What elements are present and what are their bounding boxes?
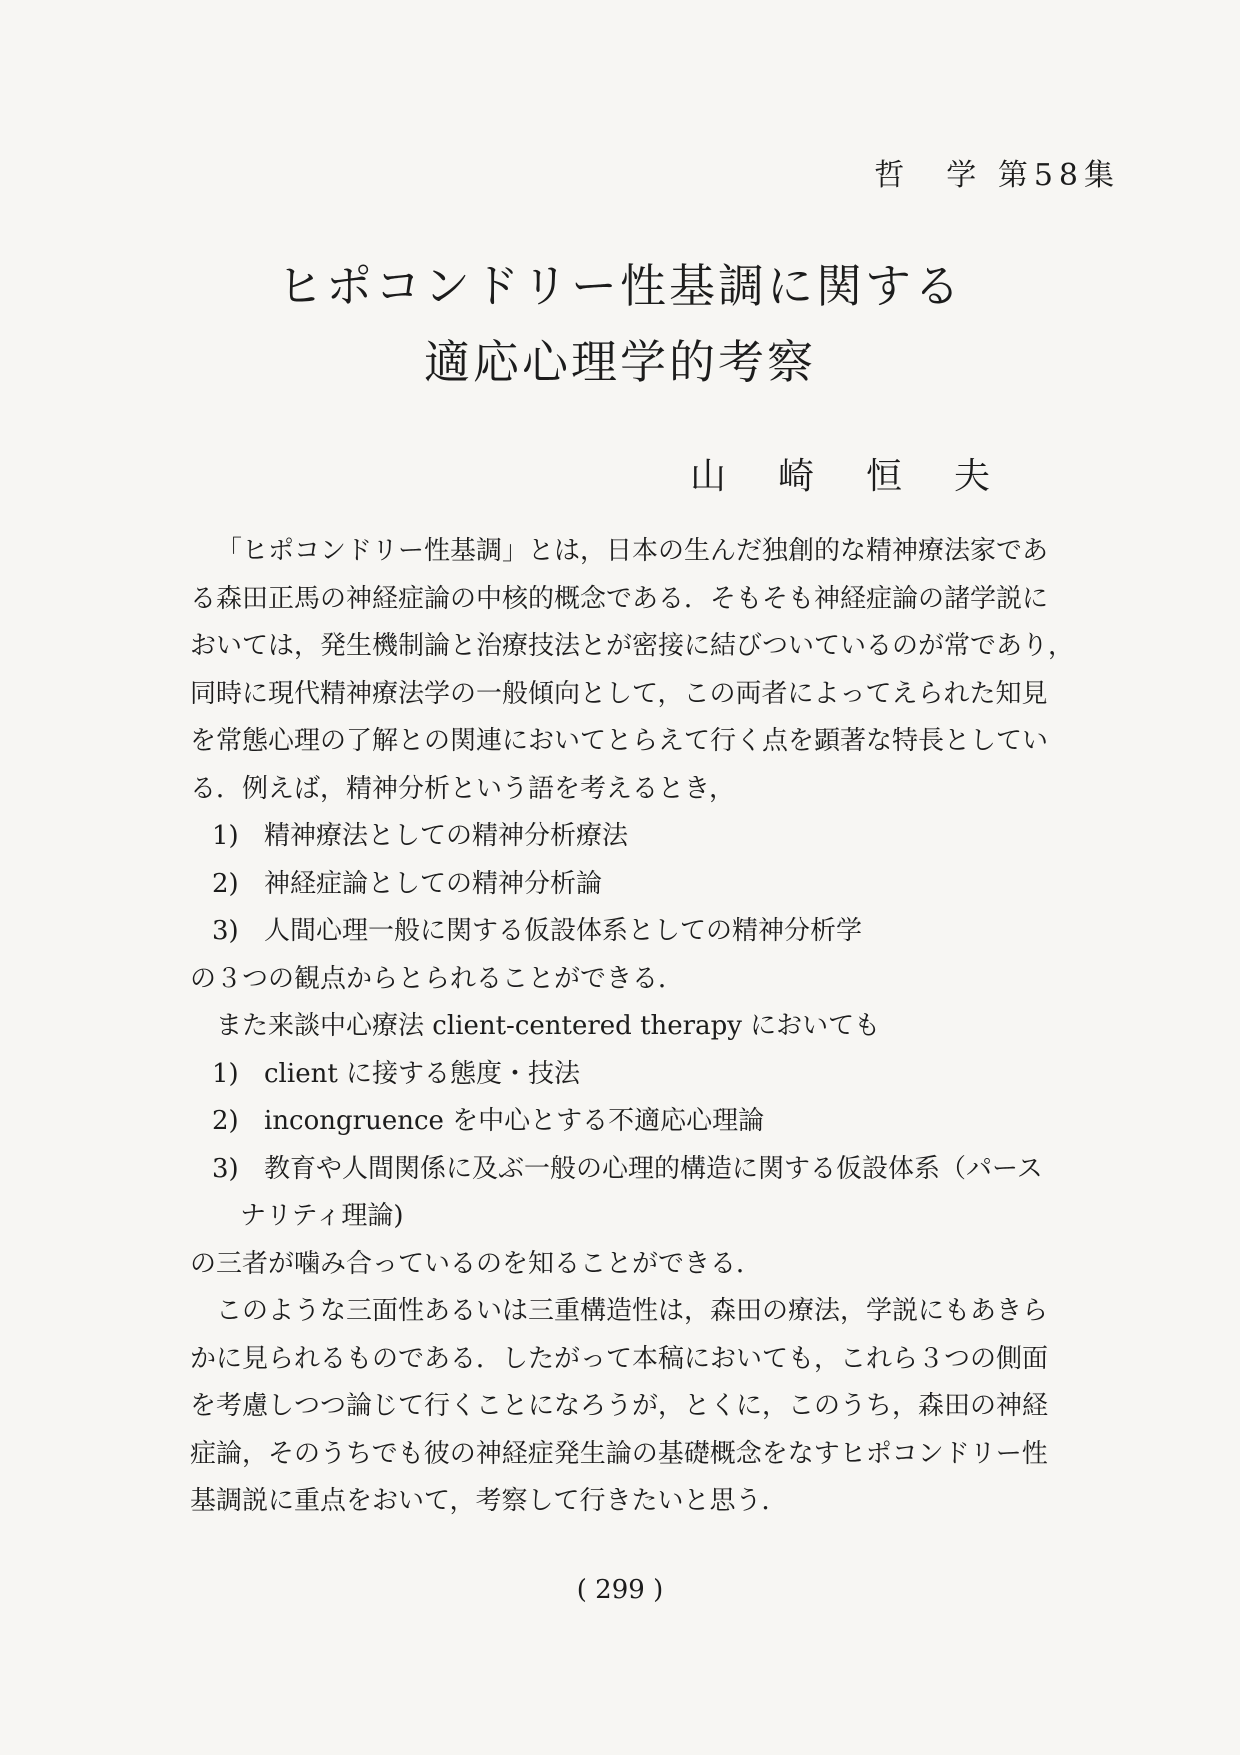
list-text: incongruence を中心とする不適応心理論 (264, 1106, 765, 1136)
paragraph-line: 症論，そのうちでも彼の神経症発生論の基礎概念をなすヒポコンドリー性 (190, 1438, 1048, 1469)
author-name: 山崎恒夫 (690, 456, 1043, 497)
list-text: 教育や人間関係に及ぶ一般の心理的構造に関する仮設体系（パース (264, 1153, 1043, 1184)
list-text: 神経症論としての精神分析論 (264, 868, 603, 899)
list-number: 2) (212, 1106, 239, 1136)
list-number: 3) (212, 916, 239, 946)
page-number: ( 299 ) (576, 1575, 664, 1605)
paragraph-line: 基調説に重点をおいて，考察して行きたいと思う． (190, 1486, 788, 1516)
title-line-1: ヒポコンドリー性基調に関する (277, 259, 963, 313)
paragraph-line: を常態心理の了解との関連においてとらえて行く点を顕著な特長としてい (190, 726, 1049, 756)
title-line-2: 適応心理学的考察 (424, 335, 816, 389)
list-text: client に接する態度・技法 (264, 1058, 581, 1089)
paragraph-line: 「ヒポコンドリー性基調」とは，日本の生んだ独創的な精神療法家であ (216, 536, 1049, 566)
paragraph-line: このような三面性あるいは三重構造性は，森田の療法，学説にもあきら (216, 1296, 1049, 1326)
list-text: 人間心理一般に関する仮設体系としての精神分析学 (264, 916, 863, 946)
paragraph-line: また来談中心療法 client-centered therapy においても (216, 1011, 881, 1041)
list-text: 精神療法としての精神分析療法 (264, 821, 629, 851)
paragraph-line: の三者が噛み合っているのを知ることができる． (190, 1248, 763, 1279)
journal-header: 哲 学 第58集 (874, 158, 1120, 193)
paragraph-line: の３つの観点からとられることができる． (190, 963, 685, 994)
body-text (190, 528, 1075, 1526)
list-item (190, 1098, 1060, 1146)
list-item (190, 813, 1060, 861)
list-item (190, 908, 1060, 956)
paragraph-line: かに見られるものである．したがって本稿においても，これら３つの側面 (190, 1343, 1049, 1374)
paper-title (0, 248, 1240, 400)
list-number: 1) (212, 821, 239, 851)
list-number: 1) (212, 1058, 239, 1089)
paragraph-line: る．例えば，精神分析という語を考えるとき， (190, 773, 735, 804)
paragraph-line: を考慮しつつ論じて行くことになろうが，とくに，このうち，森田の神経 (190, 1391, 1049, 1421)
paragraph-line: おいては，発生機制論と治療技法とが密接に結びついているのが常であり， (190, 631, 1075, 661)
list-item-continuation: ナリティ理論) (240, 1201, 404, 1231)
paragraph-line: る森田正馬の神経症論の中核的概念である．そもそも神経症論の諸学説に (190, 583, 1049, 614)
list-item (190, 1051, 1060, 1099)
list-number: 2) (212, 868, 239, 899)
list-item (190, 1146, 1060, 1194)
list-number: 3) (212, 1153, 239, 1184)
paragraph-line: 同時に現代精神療法学の一般傾向として，この両者によってえられた知見 (190, 678, 1048, 709)
list-item (190, 861, 1060, 909)
